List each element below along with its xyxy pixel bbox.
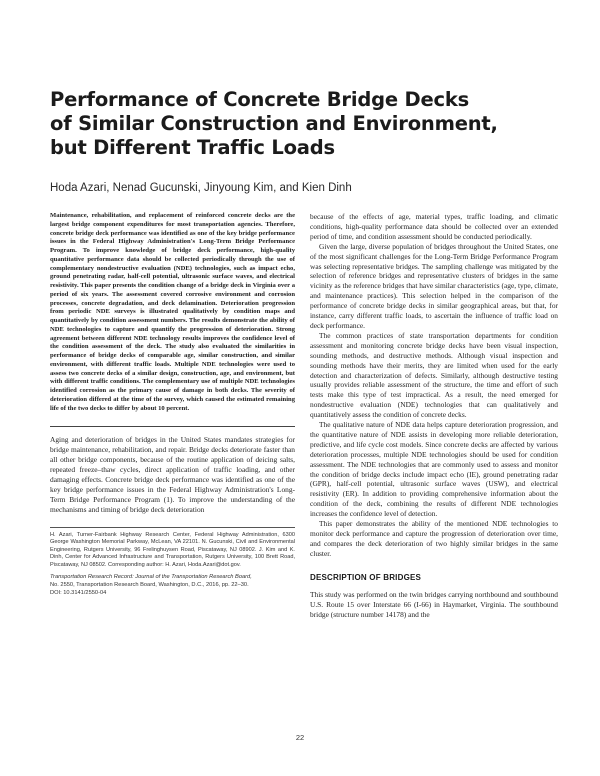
body-paragraph: The qualitative nature of NDE data helps capture deterioration progression, and the quantitative nature of NDE assists in developing more reliable deterioration, predictive, and life cycle cost models. Since concrete decks are affected by various deterioration processes, multiple NDE technologies should be used for condition assessment. The NDE technologies that are commonly used to assess and monitor the condition of bridge decks include impact echo (IE), ground penetrating radar (GPR), half-cell potential, ultrasonic surface waves (USW), and electrical resistivity (ER). In addition to providing comprehensive information about the condition of the deck, combining the results of different NDE technologies increases the confidence level of detection. xyxy=(310,420,558,519)
journal-name: Transportation Research Record: Journal of the Transportation Research Board, xyxy=(50,574,252,581)
title-line: of Similar Construction and Environment, xyxy=(50,112,498,135)
body-paragraph: The common practices of state transportation departments for condition assessment and monitoring concrete bridge decks have been visual inspection, sounding methods, and destructive methods. Although visual inspection and sounding methods have their merits, they are limited when used for the early detection and characterization of defects. Similarly, although destructive testing usually provides reliable assessment of the structure, the time and effort of such tests make this type of test impractical. As a result, the need emerged for nondestructive evaluation (NDE) technologies that can qualitatively and quantitatively assess the condition of concrete decks. xyxy=(310,330,558,420)
abstract: Maintenance, rehabilitation, and replacement of reinforced concrete decks are the largest bridge component expenditures for most transportation agencies. Therefore, concrete bridge deck performance was identified as one of the key bridge performance issues in the Federal Highway Administration's Long-Term Bridge Performance Program. To improve knowledge of bridge deck performance, high-quality quantitative performance data should be collected periodically through the use of complementary nondestructive evaluation (NDE) technologies, such as impact echo, ground penetrating radar, half-cell potential, ultrasonic surface waves, and electrical resistivity. This paper presents the condition change of a bridge deck in Virginia over a period of six years. The assessment covered corrosive environment and corrosion processes, concrete degradation, and deck delamination. Deterioration progression from periodic NDE surveys is illustrated qualitatively by condition maps and quantitatively by condition assessment numbers. The results demonstrate the ability of NDE technologies to capture and quantify the progression of deterioration. Strong agreement between different NDE technology results improves the confidence level of the condition assessment of the deck. The study also evaluated the similarities in performance of bridge decks of comparable age, similar construction, and similar environment, with different traffic loads. Multiple NDE technologies were used to assess two concrete decks of a similar design, construction, age, and environment, but with different traffic conditions. The complementary use of multiple NDE technologies identified corrosion as the primary cause of damage in both decks. The severity of deterioration differed at the time of the survey, which caused the estimated remaining life of the two decks to differ by about 10 percent. xyxy=(50,212,295,412)
section-paragraph: This study was performed on the twin bridges carrying northbound and southbound U.S. Route 15 over Interstate 66 (I-66) in Haymarket, Virginia. The southbound bridge (structure number 14178) and the xyxy=(310,589,558,619)
left-column xyxy=(50,212,295,597)
title-line: but Different Traffic Loads xyxy=(50,136,335,159)
title-line: Performance of Concrete Bridge Decks xyxy=(50,88,470,111)
body-paragraph: This paper demonstrates the ability of the mentioned NDE technologies to monitor deck performance and capture the progression of deterioration over time, and compares the deck deterioration of two highly similar bridges in the same cluster. xyxy=(310,519,558,558)
author-list: Hoda Azari, Nenad Gucunski, Jinyoung Kim, and Kien Dinh xyxy=(50,182,352,194)
body-paragraph: because of the effects of age, material types, traffic loading, and climatic conditions, high-quality performance data should be collected over an extended period of time, and condition assessment should be conducted periodically. xyxy=(310,212,558,241)
paper-title xyxy=(50,88,570,160)
doi: DOI: 10.3141/2550-04 xyxy=(50,589,107,596)
right-column xyxy=(310,212,558,619)
footnote-divider xyxy=(50,527,295,528)
abstract-divider xyxy=(50,426,295,427)
publication-info xyxy=(50,574,295,597)
journal-details: No. 2550, Transportation Research Board, Washington, D.C., 2016, pp. 22–30. xyxy=(50,582,249,589)
intro-paragraph: Aging and deterioration of bridges in the United States mandates strategies for bridge maintenance, rehabilitation, and repair. Bridge decks deteriorate faster than all other bridge components, because of the routine application of deicing salts, repeated freeze–thaw cycles, direct application of traffic loading, and other damaging effects. Concrete bridge deck performance was identified as one of the key bridge performance issues in the Federal Highway Administration's Long-Term Bridge Performance Program (1). To improve the understanding of the mechanisms and timing of bridge deck deterioration xyxy=(50,435,295,514)
section-heading: DESCRIPTION OF BRIDGES xyxy=(310,572,422,582)
body-paragraph: Given the large, diverse population of bridges throughout the United States, one of the most significant challenges for the Long-Term Bridge Performance Program was selecting representative bridges. The sampling challenge was mitigated by the selection of reference bridges and representative clusters of bridges in the same vicinity as the reference bridges that have similar characteristics (age, type, climate, and maintenance practices). This selection helped in the comparison of the performance of concrete bridge decks in similar geographical areas, but that, for instance, carry different traffic loads, to ascertain the influence of traffic load on deck performance. xyxy=(310,241,558,330)
page-number: 22 xyxy=(295,733,305,742)
author-affiliations-footnote: H. Azari, Turner-Fairbank Highway Research Center, Federal Highway Administration, 6300 George Washington Memorial Parkway, McLean, VA 22101. N. Gucunski, Civil and Environmental Engineering, Rutgers University, 96 Frelinghuysen Road, Piscataway, NJ 08902. J. Kim and K. Dinh, Center for Advanced Infrastructure and Transportation, Rutgers University, 100 Brett Road, Piscataway, NJ 08502. Corresponding author: H. Azari, Hoda.Azari@dot.gov. xyxy=(50,531,295,568)
